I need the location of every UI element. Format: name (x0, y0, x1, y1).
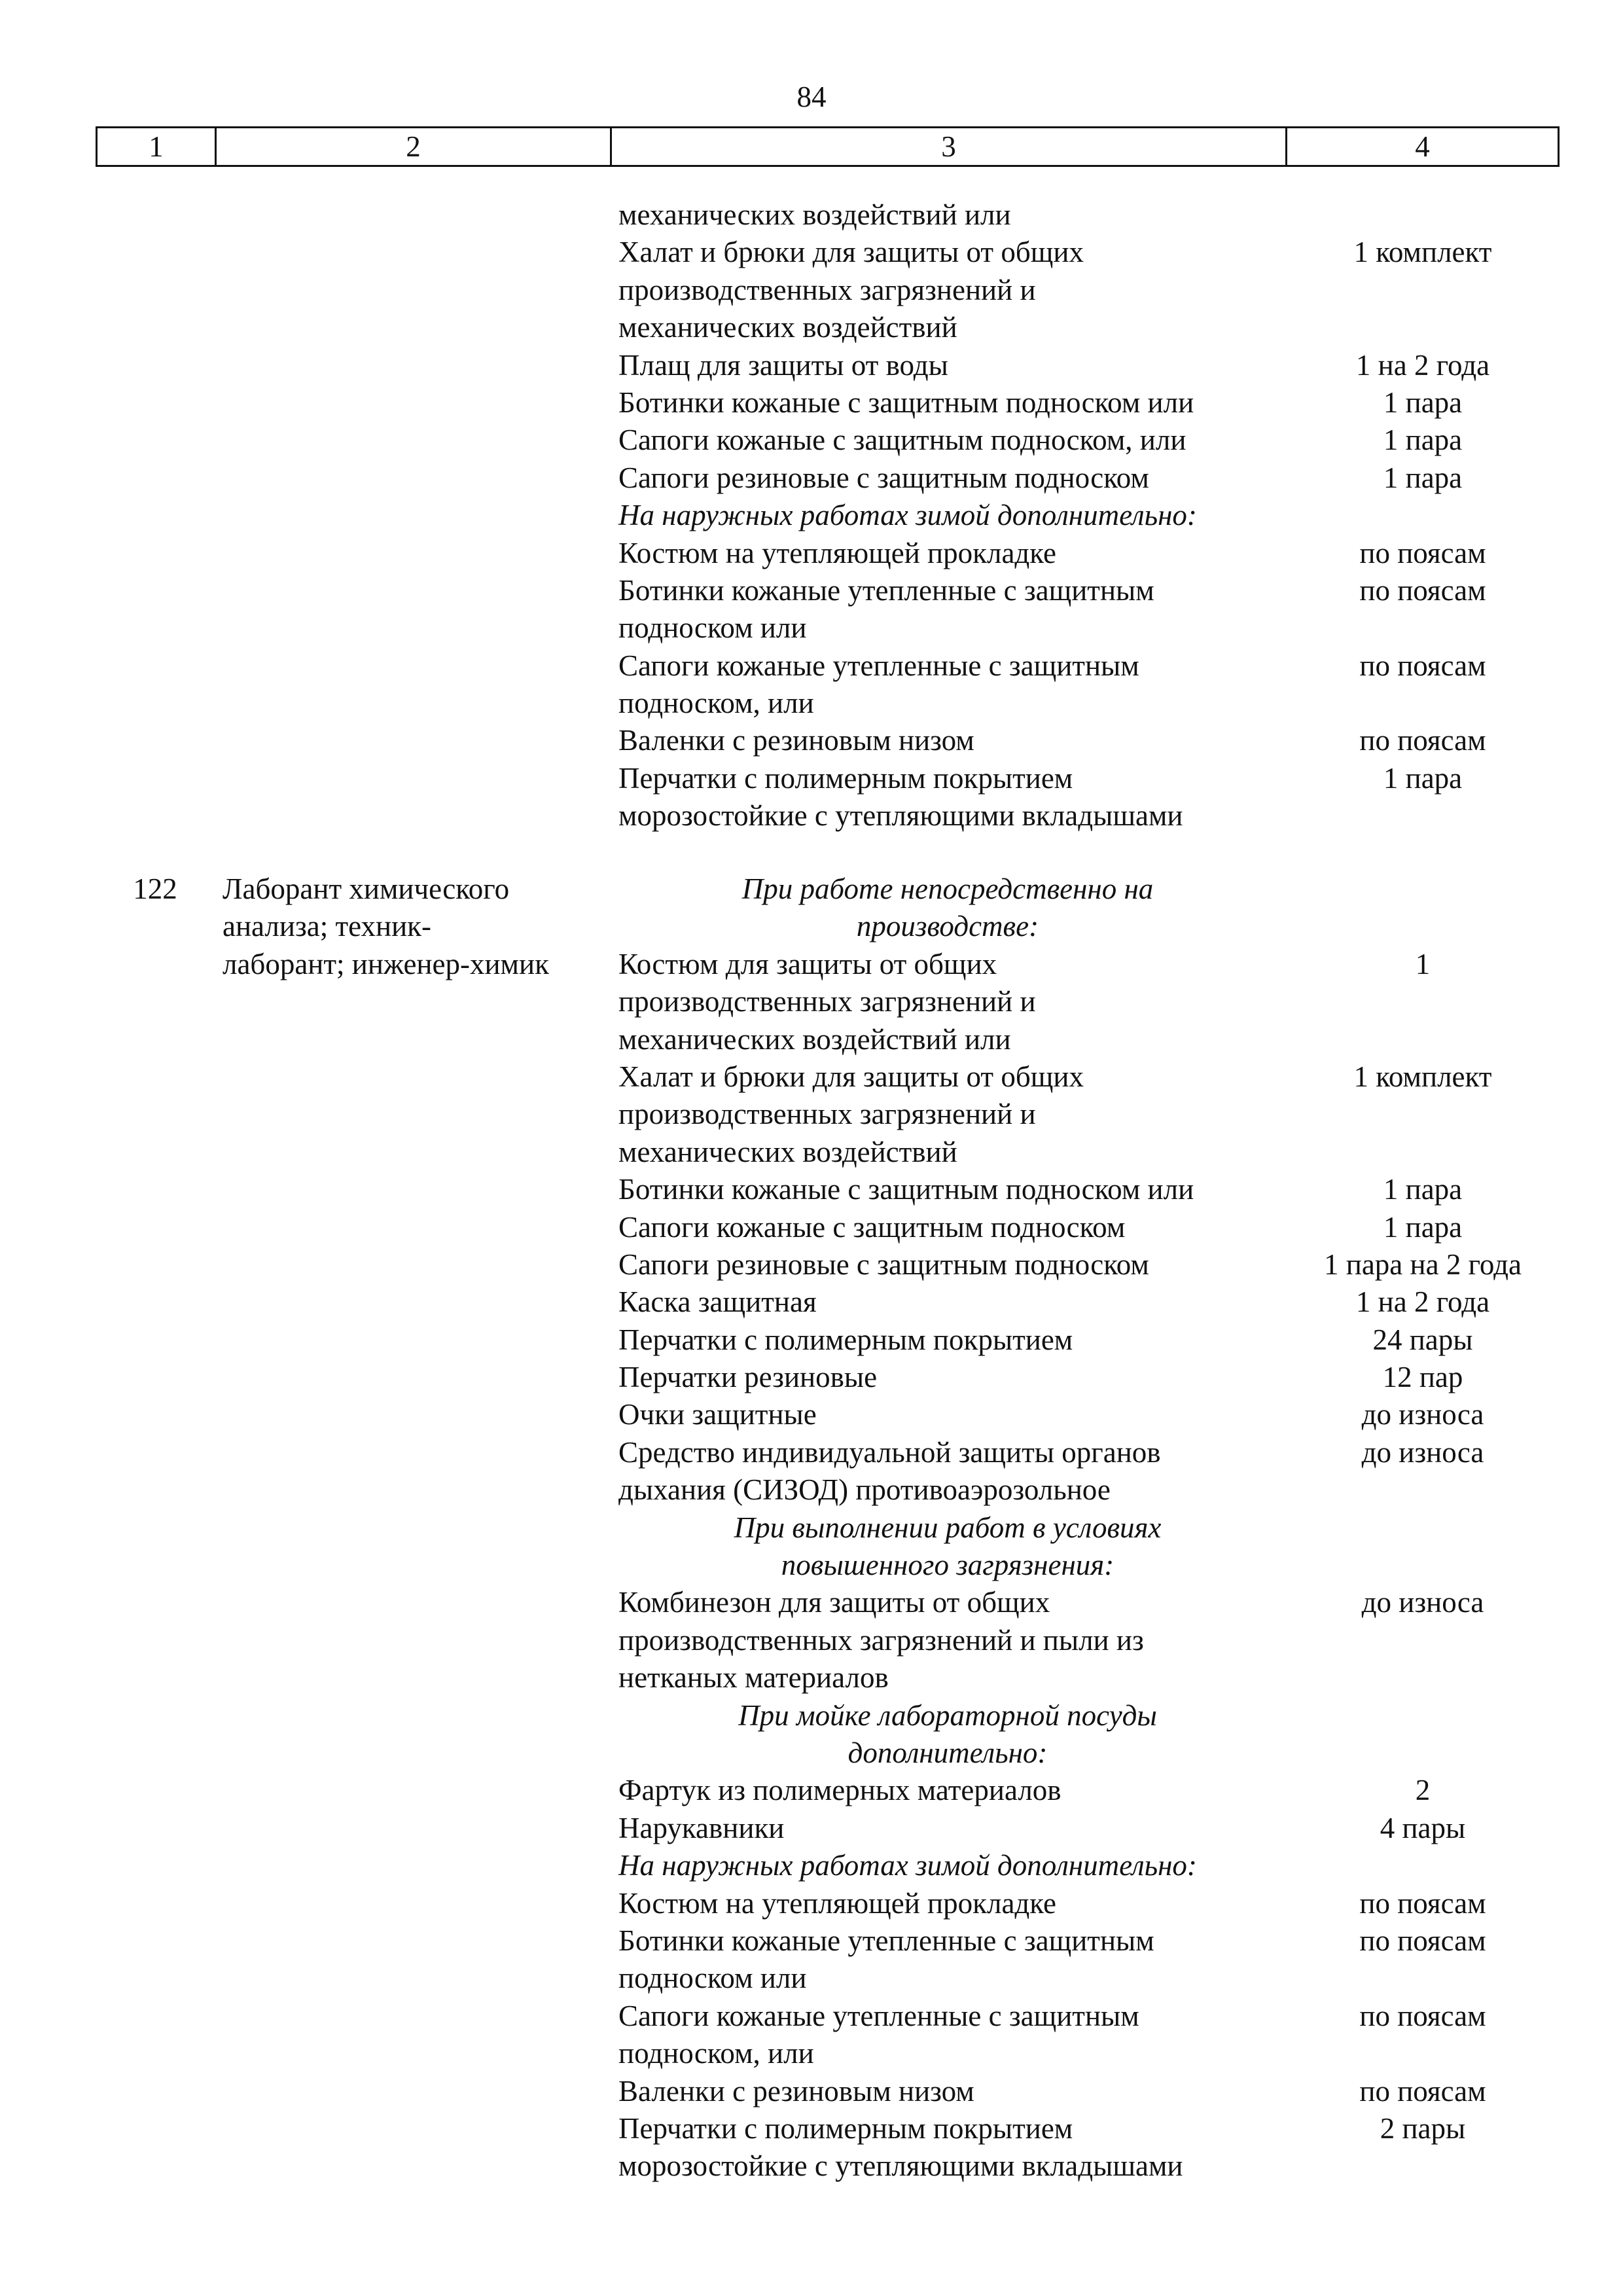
equipment-item: Перчатки резиновые (618, 1361, 878, 1394)
issue-norm: по поясам (1359, 573, 1486, 607)
equipment-item: механических воздействий или (618, 1022, 1011, 1056)
issue-norm: до износа (1361, 1586, 1484, 1619)
equipment-item: Ботинки кожаные с защитным подноском или (618, 386, 1194, 419)
section-subheading: При мойке лабораторной посуды (738, 1698, 1157, 1732)
profession-name: анализа; техник- (223, 910, 432, 943)
table-row (0, 1734, 1623, 1772)
header-col-4: 4 (1415, 130, 1430, 163)
equipment-item: механических воздействий (618, 311, 957, 344)
table-row (0, 1697, 1623, 1734)
table-row (0, 908, 1623, 945)
table-row (0, 1096, 1623, 1133)
profession-name: Лаборант химического (223, 872, 510, 905)
issue-norm: 2 (1415, 1774, 1431, 1807)
table-row (0, 309, 1623, 346)
equipment-item: Сапоги резиновые с защитным подноском (618, 1247, 1149, 1281)
page-number: 84 (796, 81, 827, 113)
issue-norm: 1 комплект (1353, 1060, 1492, 1093)
table-row (0, 797, 1623, 834)
equipment-item: подноском или (618, 1962, 807, 1995)
table-row (0, 1922, 1623, 1960)
issue-norm: по поясам (1359, 1886, 1486, 1920)
equipment-item: Перчатки с полимерным покрытием (618, 2111, 1073, 2145)
table-row (0, 2035, 1623, 2072)
equipment-item: Средство индивидуальной защиты органов (618, 1435, 1161, 1469)
row-number: 122 (133, 872, 177, 905)
table-row (0, 459, 1623, 497)
equipment-item: Халат и брюки для защиты от общих (618, 236, 1084, 269)
table-row (0, 1021, 1623, 1058)
table-row (0, 870, 1623, 908)
continuation-block (0, 196, 1623, 835)
equipment-item: механических воздействий (618, 1135, 957, 1168)
issue-norm: 1 пара (1383, 761, 1463, 795)
table-row (0, 535, 1623, 572)
equipment-item: Перчатки с полимерным покрытием (618, 1323, 1073, 1356)
table-row (0, 1847, 1623, 1884)
table-row (0, 1209, 1623, 1246)
equipment-item: механических воздействий или (618, 198, 1011, 231)
table-row (0, 1359, 1623, 1396)
issue-norm: до износа (1361, 1435, 1484, 1469)
issue-norm: по поясам (1359, 1999, 1486, 2032)
header-col-1: 1 (98, 128, 217, 165)
issue-norm: по поясам (1359, 2074, 1486, 2108)
equipment-item: подноском, или (618, 2037, 814, 2070)
equipment-item: Валенки с резиновым низом (618, 2074, 974, 2108)
section-subheading: дополнительно: (847, 1736, 1048, 1769)
table-row (0, 422, 1623, 459)
equipment-item: Комбинезон для защиты от общих (618, 1586, 1050, 1619)
table-header (96, 126, 1560, 167)
table-row (0, 1471, 1623, 1509)
equipment-item: дыхания (СИЗОД) противоаэрозольное (618, 1473, 1111, 1507)
issue-norm: до износа (1361, 1398, 1484, 1431)
table-row (0, 1283, 1623, 1321)
equipment-item: Каска защитная (618, 1285, 817, 1319)
equipment-item: Плащ для защиты от воды (618, 348, 948, 382)
equipment-item: производственных загрязнений и пыли из (618, 1623, 1144, 1657)
table-row (0, 1998, 1623, 2035)
issue-norm: 1 пара (1383, 1173, 1463, 1206)
table-row (0, 1321, 1623, 1359)
equipment-item: подноском или (618, 611, 807, 645)
issue-norm: 1 пара (1383, 461, 1463, 494)
section-subheading: производстве: (856, 910, 1039, 943)
table-row (0, 609, 1623, 647)
table-row (0, 2147, 1623, 2185)
equipment-item: Костюм на утепляющей прокладке (618, 536, 1057, 569)
table-row (0, 1622, 1623, 1659)
equipment-item: Очки защитные (618, 1398, 817, 1431)
issue-norm: 1 пара на 2 года (1324, 1247, 1522, 1281)
equipment-item: морозостойкие с утепляющими вкладышами (618, 799, 1183, 833)
table-row (0, 685, 1623, 722)
equipment-item: Костюм на утепляющей прокладке (618, 1886, 1057, 1920)
equipment-item: Сапоги кожаные утепленные с защитным (618, 649, 1139, 682)
table-row (0, 1434, 1623, 1471)
issue-norm: 24 пары (1372, 1323, 1473, 1356)
table-row (0, 1246, 1623, 1283)
issue-norm: 1 на 2 года (1355, 1285, 1490, 1319)
equipment-item: Ботинки кожаные утепленные с защитным (618, 1924, 1154, 1957)
equipment-item: производственных загрязнений и (618, 985, 1036, 1018)
issue-norm: по поясам (1359, 649, 1486, 682)
equipment-item: подноском, или (618, 687, 814, 720)
table-row (0, 1772, 1623, 1809)
header-col-3: 3 (612, 128, 1287, 165)
table-row (0, 1885, 1623, 1922)
equipment-item: Сапоги кожаные с защитным подноском, или (618, 423, 1186, 457)
section-subheading: При выполнении работ в условиях (734, 1511, 1162, 1544)
table-row (0, 1171, 1623, 1208)
table-row (0, 1547, 1623, 1584)
equipment-item: Халат и брюки для защиты от общих (618, 1060, 1084, 1093)
entry-122-block (0, 870, 1623, 2185)
issue-norm: 1 пара (1383, 386, 1463, 419)
issue-norm: по поясам (1359, 536, 1486, 569)
equipment-item: Ботинки кожаные утепленные с защитным (618, 573, 1154, 607)
table-row (0, 1810, 1623, 1847)
equipment-item: Сапоги кожаные с защитным подноском (618, 1210, 1126, 1244)
table-row (0, 1134, 1623, 1171)
equipment-item: Нарукавники (618, 1811, 785, 1844)
section-subheading: На наружных работах зимой дополнительно: (618, 499, 1197, 532)
equipment-item: нетканых материалов (618, 1661, 889, 1695)
issue-norm: 1 пара (1383, 1210, 1463, 1244)
table-row (0, 760, 1623, 797)
issue-norm: 1 на 2 года (1355, 348, 1490, 382)
equipment-item: Сапоги кожаные утепленные с защитным (618, 1999, 1139, 2032)
equipment-item: Сапоги резиновые с защитным подноском (618, 461, 1149, 494)
table-row (0, 1396, 1623, 1433)
table-row (0, 946, 1623, 983)
equipment-item: Фартук из полимерных материалов (618, 1774, 1061, 1807)
section-subheading: При работе непосредственно на (741, 872, 1154, 905)
equipment-item: Костюм для защиты от общих (618, 947, 997, 980)
header-col-2: 2 (217, 128, 612, 165)
table-row (0, 2110, 1623, 2147)
table-row (0, 272, 1623, 309)
table-row (0, 1584, 1623, 1621)
issue-norm: 1 пара (1383, 423, 1463, 457)
equipment-item: Валенки с резиновым низом (618, 724, 974, 757)
section-subheading: повышенного загрязнения: (781, 1549, 1115, 1582)
issue-norm: по поясам (1359, 724, 1486, 757)
table-row (0, 497, 1623, 534)
table-row (0, 347, 1623, 384)
table-row (0, 234, 1623, 271)
profession-name: лаборант; инженер-химик (223, 947, 549, 980)
table-row (0, 722, 1623, 759)
equipment-item: производственных загрязнений и (618, 1098, 1036, 1131)
equipment-item: Перчатки с полимерным покрытием (618, 761, 1073, 795)
equipment-item: Ботинки кожаные с защитным подноском или (618, 1173, 1194, 1206)
issue-norm: 12 пар (1382, 1361, 1463, 1394)
table-row (0, 983, 1623, 1020)
table-row (0, 384, 1623, 422)
table-row (0, 2073, 1623, 2110)
table-row (0, 1058, 1623, 1096)
equipment-item: морозостойкие с утепляющими вкладышами (618, 2149, 1183, 2183)
table-row (0, 1960, 1623, 1997)
issue-norm: 2 пары (1380, 2111, 1466, 2145)
issue-norm: 1 (1415, 947, 1431, 980)
table-row (0, 1509, 1623, 1547)
issue-norm: 1 комплект (1353, 236, 1492, 269)
table-row (0, 572, 1623, 609)
table-row (0, 196, 1623, 234)
issue-norm: по поясам (1359, 1924, 1486, 1957)
equipment-item: производственных загрязнений и (618, 273, 1036, 306)
section-subheading: На наружных работах зимой дополнительно: (618, 1849, 1197, 1882)
table-row (0, 1659, 1623, 1696)
table-row (0, 647, 1623, 685)
issue-norm: 4 пары (1380, 1811, 1466, 1844)
